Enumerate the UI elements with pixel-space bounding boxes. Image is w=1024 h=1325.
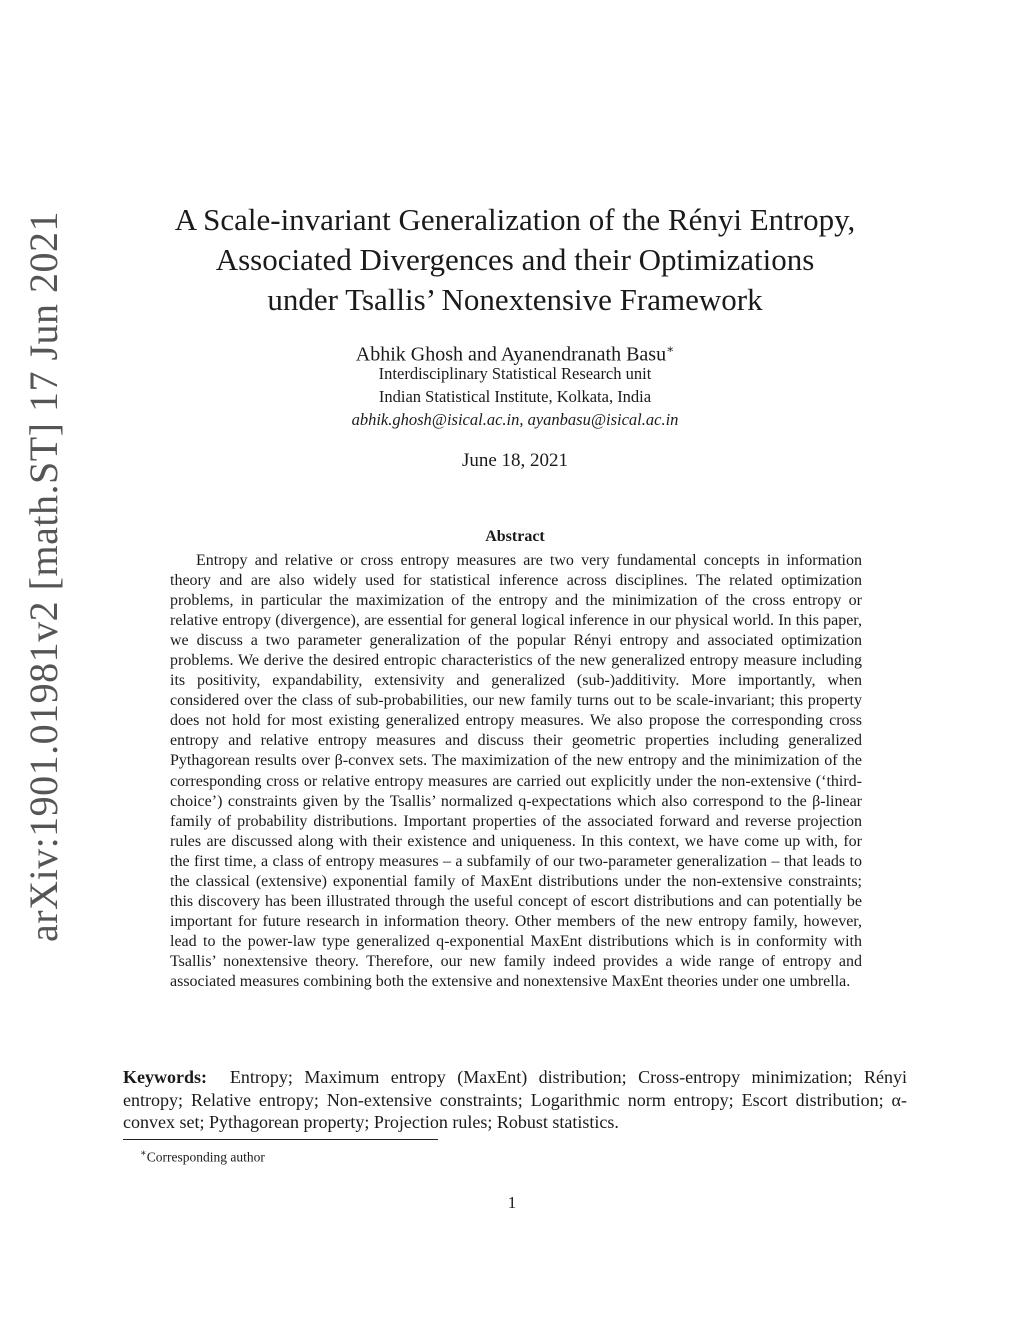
- title-line-3: under Tsallis’ Nonextensive Framework: [267, 282, 763, 317]
- arxiv-side-stamp: arXiv:1901.01981v2 [math.ST] 17 Jun 2021: [21, 210, 66, 942]
- footnote-text: Corresponding author: [146, 1149, 265, 1165]
- abstract-text: Entropy and relative or cross entropy measures are two very fundamental concepts in information theory and are also widely used for statistical inference across disciplines. The related optimization problems, in particular the maximization of the entropy and the minimization of the cross entropy or relative entropy (divergence), are essential for general logical inference in our physical world. In this paper, we discuss a two parameter generalization of the popular Rényi entropy and associated optimization problems. We derive the desired entropic characteristics of the new generalized entropy measure including its positivity, expandability, extensivity and generalized (sub-)additivity. More importantly, when considered over the class of sub-probabilities, our new family turns out to be scale-invariant; this property does not hold for most existing generalized entropy measures. We also propose the corresponding cross entropy and relative entropy measures and discuss their geometric properties including generalized Pythagorean results over β-convex sets. The maximization of the new entropy and the minimization of the corresponding cross or relative entropy measures are carried out explicitly under the non-extensive (‘third-choice’) constraints given by the Tsallis’ normalized q-expectations which also correspond to the β-linear family of probability distributions. Important properties of the associated forward and reverse projection rules are discussed along with their existence and uniqueness. In this context, we have come up with, for the first time, a class of entropy measures – a subfamily of our two-parameter generalization – that leads to the classical (extensive) exponential family of MaxEnt distributions under the non-extensive constraints; this discovery has been illustrated through the useful concept of escort distributions and can potentially be important for future research in information theory. Other members of the new entropy family, however, lead to the power-law type generalized q-exponential MaxEnt distributions which is in conformity with Tsallis’ nonextensive theory. Therefore, our new family indeed provides a wide range of entropy and associated measures combining both the extensive and nonextensive MaxEnt theories under one umbrella.: [170, 552, 862, 990]
- keywords-text: Entropy; Maximum entropy (MaxEnt) distribution; Cross-entropy minimization; Rényi entropy; Relative entropy; Non-extensive constraints; Logarithmic norm entropy; Escort distribution; α-convex set; Pythagorean property; Projection rules; Robust statistics.: [123, 1067, 907, 1133]
- author-emails: abhik.ghosh@isical.ac.in, ayanbasu@isical.ac.in: [351, 410, 679, 429]
- affiliation-block: [140, 362, 890, 431]
- title-line-1: A Scale-invariant Generalization of the Rényi Entropy,: [174, 202, 856, 237]
- abstract-heading: Abstract: [485, 528, 545, 545]
- footnote-rule: [123, 1139, 438, 1140]
- keywords-label: Keywords:: [123, 1067, 207, 1087]
- footnote-mark: ∗: [140, 1148, 147, 1159]
- author-footnote-mark: ∗: [666, 342, 675, 356]
- author-names: Abhik Ghosh and Ayanendranath Basu: [355, 343, 667, 366]
- affiliation-institute: Indian Statistical Institute, Kolkata, India: [378, 387, 652, 406]
- affiliation-unit: Interdisciplinary Statistical Research unit: [378, 364, 652, 383]
- keywords-paragraph: [123, 1066, 907, 1134]
- paper-date: June 18, 2021: [461, 450, 569, 471]
- paper-title: [140, 200, 890, 320]
- footnote: [140, 1145, 265, 1167]
- title-line-2: Associated Divergences and their Optimizations: [215, 242, 815, 277]
- page-number: 1: [507, 1193, 517, 1212]
